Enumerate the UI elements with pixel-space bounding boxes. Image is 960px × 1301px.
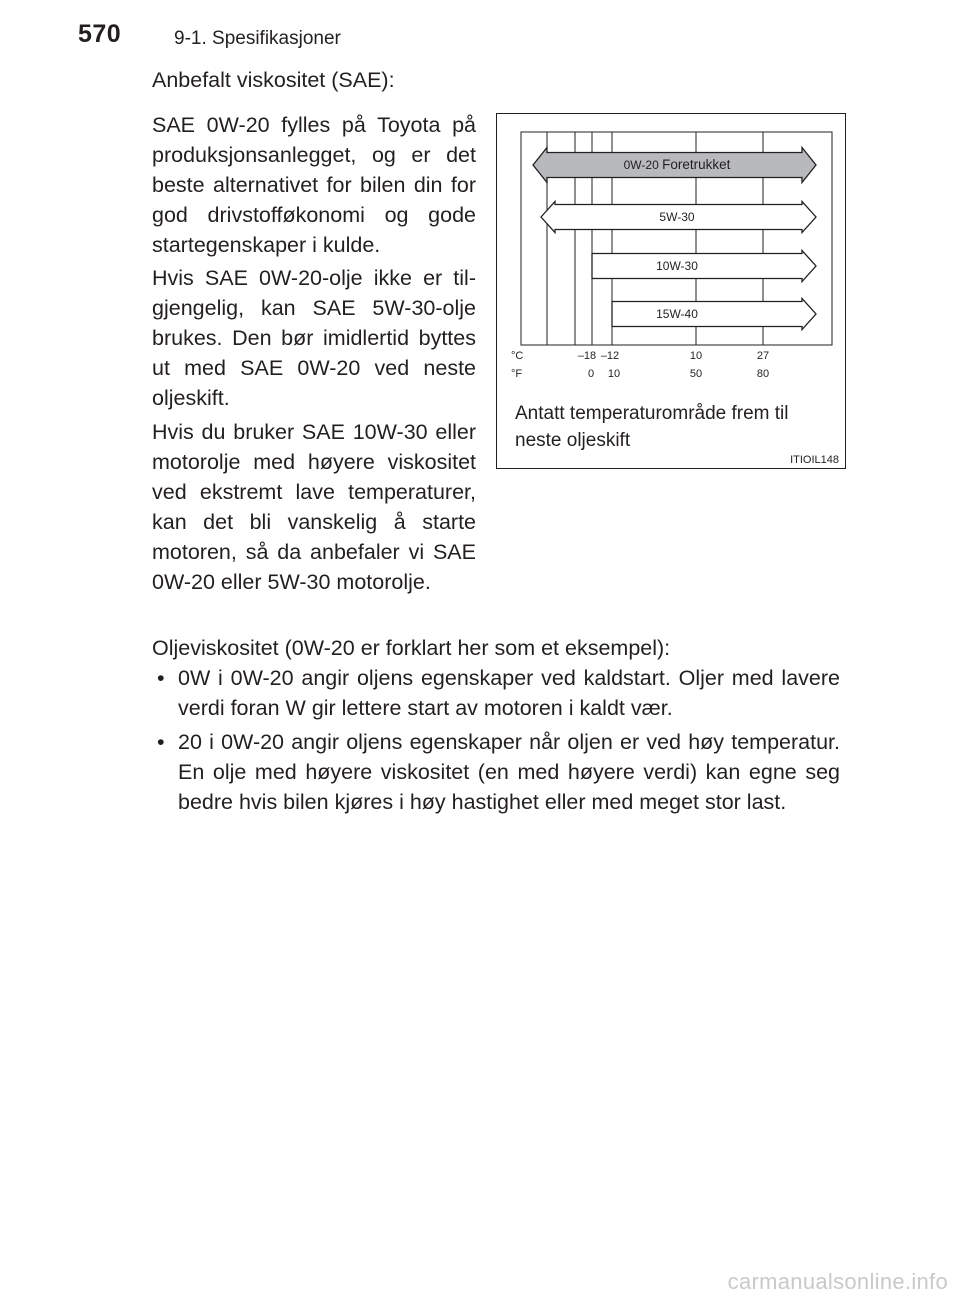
grade-arrow (592, 251, 816, 282)
celsius-tick: 27 (756, 350, 770, 362)
fahrenheit-tick: 50 (689, 368, 703, 380)
grade-arrow (612, 299, 816, 330)
celsius-unit: °C (511, 350, 524, 362)
bullet-text: 20 i 0W-20 angir oljens egenskaper når oljen er ved høy temperatur. En olje med høyere viskositet (en med høyere verdi) kan egne seg bedre hvis bilen kjøres i høy hastighet eller med meget stor last. (178, 730, 840, 814)
recommended-heading: Anbefalt viskositet (SAE): (152, 68, 395, 92)
viscosity-heading: Oljeviskositet (0W-20 er forklart her som et eksempel): (152, 636, 671, 660)
fahrenheit-tick: 80 (756, 368, 770, 380)
figure-caption: Antatt temperaturområde frem til neste oljeskift (515, 403, 789, 451)
celsius-tick: –12 (600, 350, 620, 362)
fahrenheit-unit: °F (511, 368, 523, 380)
figure-code: ITIOIL148 (790, 454, 839, 466)
grade-label: 5W-30 (659, 210, 695, 224)
bullet-item (152, 727, 840, 817)
bullet-text: 0W i 0W-20 angir oljens egenskaper ved kaldstart. Oljer med lavere verdi foran W gir lettere start av motoren i kaldt vær. (178, 666, 840, 720)
bullet-dot: • (157, 666, 165, 690)
grade-label: 0W-20 Foretrukket (623, 157, 731, 172)
paragraph-cold-start-warning: Hvis du bruker SAE 10W-30 eller motorolje med høyere viskositet ved ekstremt lave temperaturer, kan det bli vanskelig å starte motoren, så da anbefaler vi SAE 0W-20 eller 5W-30 motorolje. (152, 420, 476, 594)
temperature-scale (511, 350, 769, 380)
grade-label: 15W-40 (656, 307, 698, 321)
celsius-tick: 10 (689, 350, 703, 362)
fahrenheit-tick: 0 (587, 368, 595, 380)
paragraph-alternative-oil: Hvis SAE 0W-20-olje ikke er tilgjengelig, kan SAE 5W-30-olje brukes. Den bør imidlertid byttes ut med SAE 0W-20 ved neste oljeskift. (152, 266, 476, 410)
paragraph-factory-fill: SAE 0W-20 fylles på Toyota på produksjonsanlegget, og er det beste alternativet for bilen din for god drivstofføkonomi og gode startegenskaper i kulde. (152, 113, 476, 257)
page-number: 570 (78, 20, 122, 48)
viscosity-bullets (152, 663, 840, 821)
watermark: carmanualsonline.info (727, 1269, 948, 1294)
bullet-dot: • (157, 730, 165, 754)
grade-label: 10W-30 (656, 259, 698, 273)
celsius-tick: –18 (577, 350, 597, 362)
bullet-item (152, 663, 840, 723)
fahrenheit-tick: 10 (607, 368, 621, 380)
grade-extra-label: Foretrukket (662, 157, 731, 172)
viscosity-figure (496, 113, 846, 469)
section-title: 9-1. Spesifikasjoner (174, 28, 341, 49)
